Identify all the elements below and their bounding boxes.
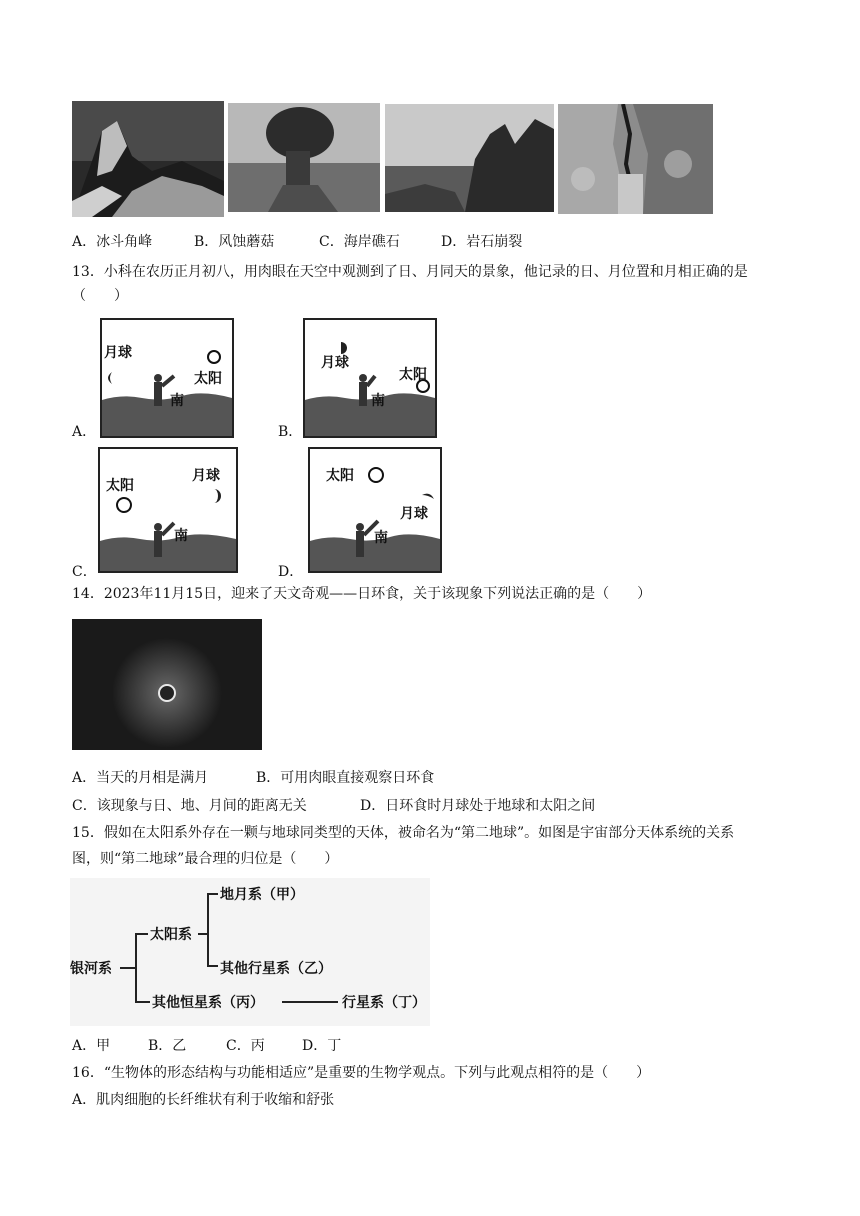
q15-option-d[interactable]: D．丁 — [302, 1038, 342, 1054]
photo-cirque-horn — [72, 101, 224, 217]
south-label: 南 — [170, 393, 184, 409]
photo-wind-mushroom — [228, 103, 380, 212]
moon-label: 月球 — [400, 506, 428, 522]
q14-option-d[interactable]: D．日环食时月球处于地球和太阳之间 — [360, 798, 596, 814]
q12-option-b[interactable]: B．风蚀蘑菇 — [194, 234, 275, 250]
q13-figure-c[interactable] — [98, 447, 238, 573]
q13-option-a-label[interactable]: A． — [72, 424, 97, 440]
q15-stem-line2: 图，则“第二地球”最合理的归位是（ ） — [72, 851, 339, 867]
south-label: 南 — [374, 530, 388, 546]
photo-rock-crack — [558, 104, 713, 214]
diagram-planet: 行星系（丁） — [342, 995, 426, 1011]
q13-stem: 13．小科在农历正月初八，用肉眼在天空中观测到了日、月同天的景象，他记录的日、月位置和月相正确的是 — [72, 264, 748, 280]
south-label: 南 — [174, 528, 188, 544]
sun-label: 太阳 — [106, 478, 134, 494]
q16-stem: 16．“生物体的形态结构与功能相适应”是重要的生物学观点。下列与此观点相符的是（ ） — [72, 1065, 651, 1081]
q15-option-b[interactable]: B．乙 — [148, 1038, 187, 1054]
q14-option-c[interactable]: C．该现象与日、地、月间的距离无关 — [72, 798, 307, 814]
q15-diagram — [70, 878, 430, 1026]
south-label: 南 — [371, 393, 385, 409]
diagram-solar: 太阳系 — [150, 927, 192, 943]
sun-label: 太阳 — [399, 367, 427, 383]
q12-option-a[interactable]: A．冰斗角峰 — [72, 234, 153, 250]
q13-option-d-label[interactable]: D． — [278, 564, 304, 580]
diagram-other-planet: 其他行星系（乙） — [220, 961, 332, 977]
q15-option-a[interactable]: A．甲 — [72, 1038, 111, 1054]
q12-option-c[interactable]: C．海岸礁石 — [319, 234, 400, 250]
sun-label: 太阳 — [194, 371, 222, 387]
q16-option-a[interactable]: A．肌肉细胞的长纤维状有利于收缩和舒张 — [72, 1092, 335, 1108]
moon-label: 月球 — [104, 345, 132, 361]
q13-option-c-label[interactable]: C． — [72, 564, 97, 580]
photo-coast-rocks — [385, 104, 554, 212]
q13-figure-d[interactable] — [308, 447, 442, 573]
q13-option-b-label[interactable]: B． — [278, 424, 303, 440]
q15-option-c[interactable]: C．丙 — [226, 1038, 265, 1054]
q13-figure-a[interactable] — [100, 318, 234, 438]
moon-label: 月球 — [321, 355, 349, 371]
q14-option-b[interactable]: B．可用肉眼直接观察日环食 — [256, 770, 435, 786]
q13-figure-b[interactable] — [303, 318, 437, 438]
q13-paren: （ ） — [72, 288, 128, 304]
diagram-earth-moon: 地月系（甲） — [220, 887, 304, 903]
moon-label: 月球 — [192, 468, 220, 484]
photo-annular-eclipse — [72, 619, 262, 750]
diagram-other-star: 其他恒星系（丙） — [152, 995, 264, 1011]
sun-label: 太阳 — [326, 468, 354, 484]
q15-stem-line1: 15．假如在太阳系外存在一颗与地球同类型的天体，被命名为“第二地球”。如图是宇宙部分天体系统的关系 — [72, 825, 735, 841]
q14-stem: 14．2023年11月15日，迎来了天文奇观——日环食，关于该现象下列说法正确的是（ ） — [72, 586, 652, 602]
q14-option-a[interactable]: A．当天的月相是满月 — [72, 770, 209, 786]
q12-option-d[interactable]: D．岩石崩裂 — [441, 234, 523, 250]
diagram-root: 银河系 — [70, 961, 112, 977]
